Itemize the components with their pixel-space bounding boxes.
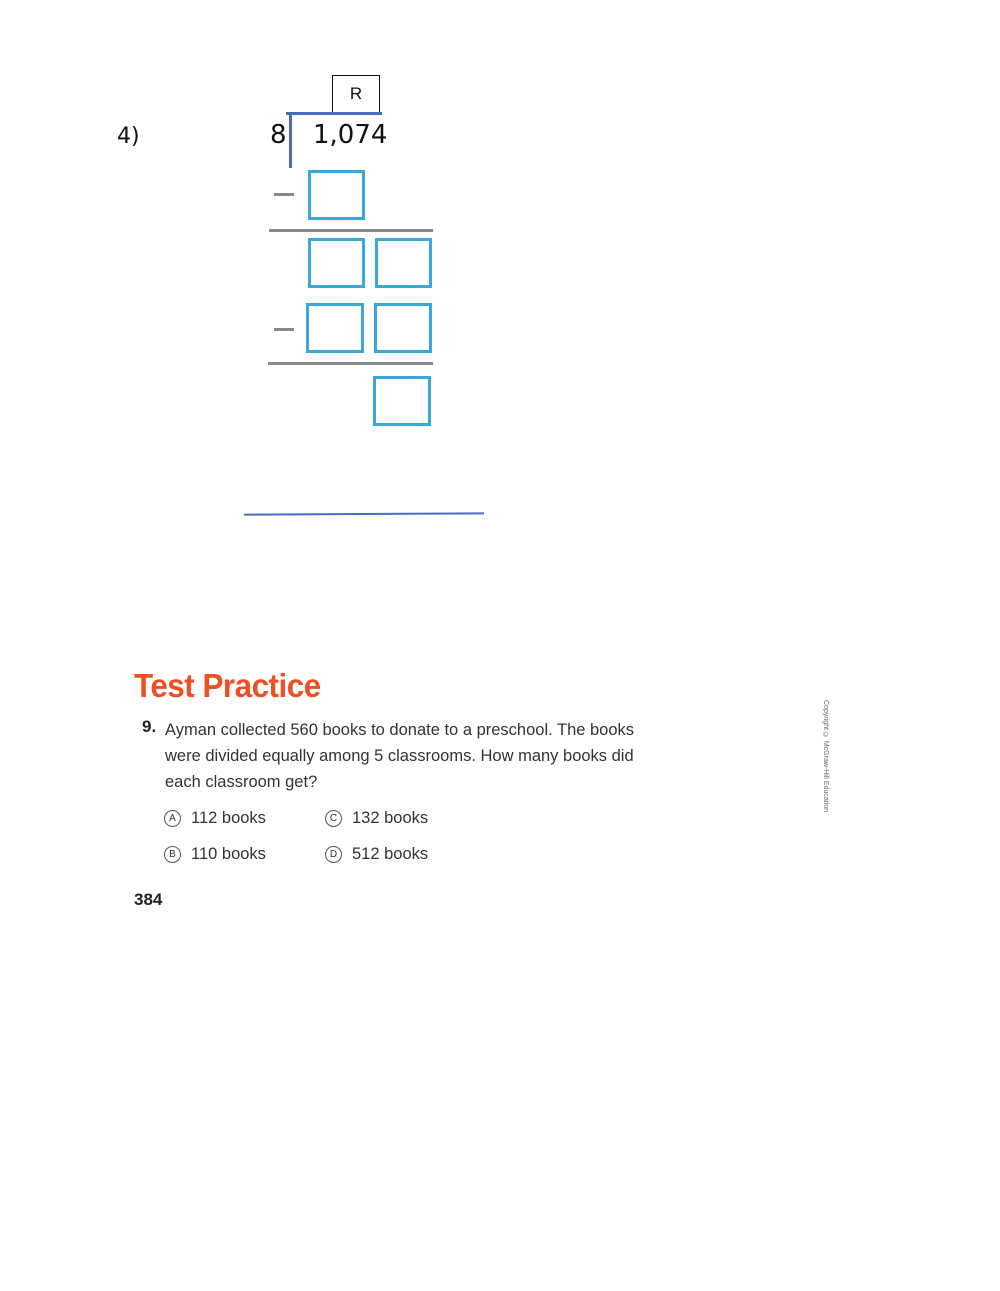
answer-box-subtract-2-tens[interactable] <box>306 303 364 353</box>
option-text: 512 books <box>352 845 429 863</box>
option-b[interactable] <box>164 845 266 864</box>
option-bubble[interactable]: C <box>325 810 342 827</box>
option-text: 132 books <box>352 809 429 827</box>
option-bubble[interactable]: A <box>164 810 181 827</box>
answer-box-difference-tens[interactable] <box>308 238 365 288</box>
remainder-box[interactable] <box>332 75 380 113</box>
problem-number: 4) <box>117 124 140 149</box>
option-d[interactable] <box>325 845 428 864</box>
dividend: 1,074 <box>313 120 388 150</box>
copyright-notice: Copyright © McGraw-Hill Education <box>822 700 829 813</box>
answer-box-difference-ones[interactable] <box>375 238 432 288</box>
option-bubble[interactable]: B <box>164 846 181 863</box>
answer-box-remainder[interactable] <box>373 376 431 426</box>
answer-box-subtract-2-ones[interactable] <box>374 303 432 353</box>
minus-sign <box>274 328 294 331</box>
division-bracket-top <box>286 112 382 115</box>
divisor: 8 <box>270 120 287 150</box>
option-text: 110 books <box>191 845 266 863</box>
option-a[interactable] <box>164 809 266 828</box>
division-bracket-side <box>289 112 292 168</box>
question-number: 9. <box>142 717 157 736</box>
section-heading: Test Practice <box>134 667 321 704</box>
answer-box-subtract-1[interactable] <box>308 170 365 220</box>
subtraction-line <box>269 229 433 232</box>
answer-line[interactable] <box>244 512 484 515</box>
option-text: 112 books <box>191 809 266 827</box>
question-text: Ayman collected 560 books to donate to a preschool. The books were divided equally among 5 classrooms. How many books did each classroom get? <box>165 721 635 791</box>
minus-sign <box>274 193 294 196</box>
subtraction-line <box>268 362 433 365</box>
page-number: 384 <box>134 890 163 909</box>
remainder-label: R <box>349 84 363 103</box>
option-bubble[interactable]: D <box>325 846 342 863</box>
option-c[interactable] <box>325 809 428 828</box>
